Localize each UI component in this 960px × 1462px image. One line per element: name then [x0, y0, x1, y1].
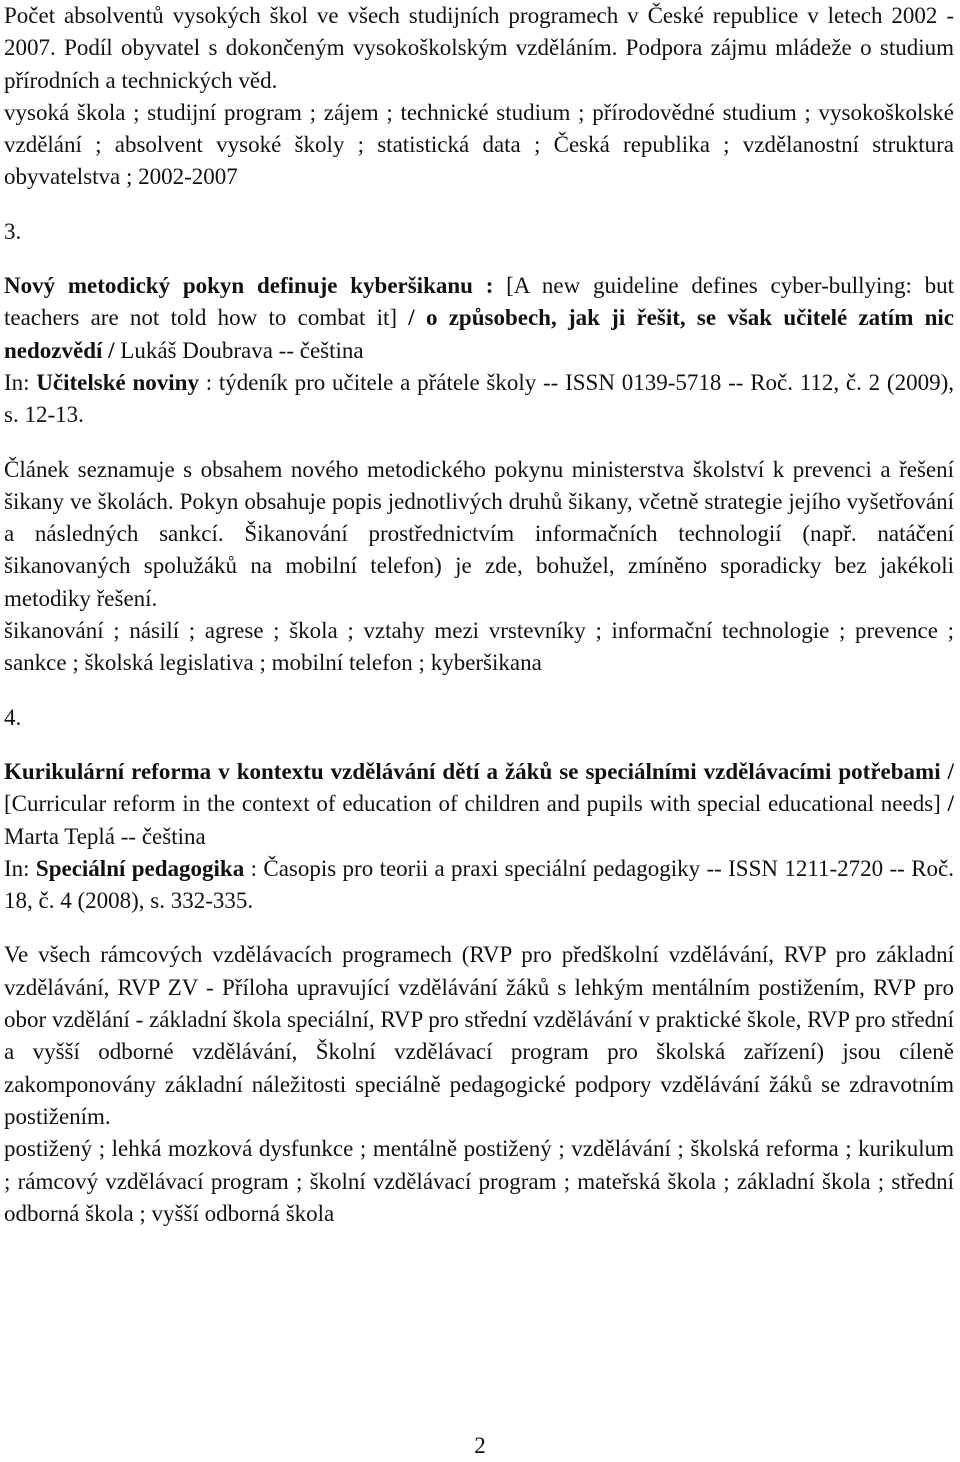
- entry-3-abstract: Článek seznamuje s obsahem nového metodického pokynu ministerstva školství k prevenci a řešení šikany ve školách. Pokyn obsahuje popis jednotlivých druhů šikany, včetně strategie jejího vyšetřování a následných sankcí. Šikanování prostřednictvím informačních technologií (např. natáčení šikanovaných spolužáků na mobilní telefon) je zde, bohužel, zmíněno sporadicky bez jakékoli metodiky řešení.: [4, 456, 954, 611]
- entry-2-tail: [4, 0, 954, 194]
- spacer: [4, 432, 954, 454]
- page-number: 2: [474, 1433, 486, 1458]
- entry-4-citation: [4, 756, 954, 853]
- entry-2-keywords: vysoká škola ; studijní program ; zájem ; technické studium ; přírodovědné studium ; vysokoškolské vzdělání ; absolvent vysoké školy ; statistická data ; Česká republika ; vzdělanostní struktura obyvatelstva ; 2002-2007: [4, 99, 954, 190]
- entry-4-slash: /: [940, 758, 954, 784]
- entry-4-source-title: Speciální pedagogika: [35, 855, 245, 881]
- entry-3-source-title: Učitelské noviny: [36, 369, 199, 395]
- entry-3-source: [4, 367, 954, 432]
- entry-4-title: Kurikulární reforma v kontextu vzdělávání dětí a žáků se speciálními vzdělávacími potřebami: [4, 758, 941, 784]
- entry-3-title: Nový metodický pokyn definuje kyberšikanu :: [4, 273, 494, 299]
- entry-3-number: 3.: [4, 218, 22, 244]
- entry-4-in-prefix: In:: [4, 855, 36, 881]
- spacer: [4, 917, 954, 939]
- entry-4-source: [4, 853, 954, 918]
- entry-4-abstract: Ve všech rámcových vzdělávacích programech (RVP pro předškolní vzdělávání, RVP pro základní vzdělávání, RVP ZV - Příloha upravující vzdělávání žáků s lehkým mentálním postižením, RVP pro obor vzdělání - základní škola speciální, RVP pro střední vzdělávání v praktické škole, RVP pro střední a vyšší odborné vzdělávání, Školní vzdělávací program pro školská zařízení) jsou cíleně zakomponovány základní náležitosti speciálně pedagogické podpory vzdělávání žáků se zdravotním postižením.: [4, 942, 954, 1129]
- entry-3-in-prefix: In:: [4, 369, 37, 395]
- entry-4: [4, 702, 954, 1230]
- entry-3-source-details: : týdeník pro učitele a přátele školy -- ISSN 0139-5718 -- Roč. 112, č. 2 (2009), s. 12-13.: [4, 369, 954, 428]
- entry-3-slash: /: [408, 305, 415, 331]
- entry-3: [4, 216, 954, 680]
- entry-4-slash-2: /: [947, 791, 954, 817]
- entry-3-author-language: Lukáš Doubrava -- čeština: [114, 337, 364, 363]
- entry-4-keywords: postižený ; lehká mozková dysfunkce ; mentálně postižený ; vzdělávání ; školská reforma ; kurikulum ; rámcový vzdělávací program ; školní vzdělávací program ; mateřská škola ; základní škola ; střední odborná škola ; vyšší odborná škola: [4, 1136, 954, 1226]
- entry-2-abstract: Počet absolventů vysokých škol ve všech studijních programech v České republice v letech 2002 - 2007. Podíl obyvatel s dokončeným vysokoškolským vzděláním. Podpora zájmu mládeže o studium přírodních a technických věd.: [4, 3, 954, 93]
- entry-4-translation: [Curricular reform in the context of education of children and pupils with special educational needs]: [4, 791, 948, 817]
- entry-3-slash-2: /: [108, 337, 115, 363]
- entry-3-translation: [A new guideline defines cyber-bullying: but teachers are not told how to combat it]: [4, 273, 954, 331]
- entry-3-keywords: šikanování ; násilí ; agrese ; škola ; vztahy mezi vrstevníky ; informační technologie ; prevence ; sankce ; školská legislativa ; mobilní telefon ; kyberšikana: [4, 618, 954, 676]
- entry-3-citation: [4, 270, 954, 367]
- entry-4-number: 4.: [4, 704, 22, 730]
- document-page: [4, 0, 954, 1230]
- entry-4-source-details: : Časopis pro teorii a praxi speciální pedagogiky -- ISSN 1211-2720 -- Roč. 18, č. 4 (2008), s. 332-335.: [4, 855, 955, 914]
- entry-4-author-language: Marta Teplá -- čeština: [4, 823, 206, 849]
- entry-3-subtitle: o způsobech, jak ji řešit, se však učitelé zatím nic nedozvědí: [4, 305, 954, 363]
